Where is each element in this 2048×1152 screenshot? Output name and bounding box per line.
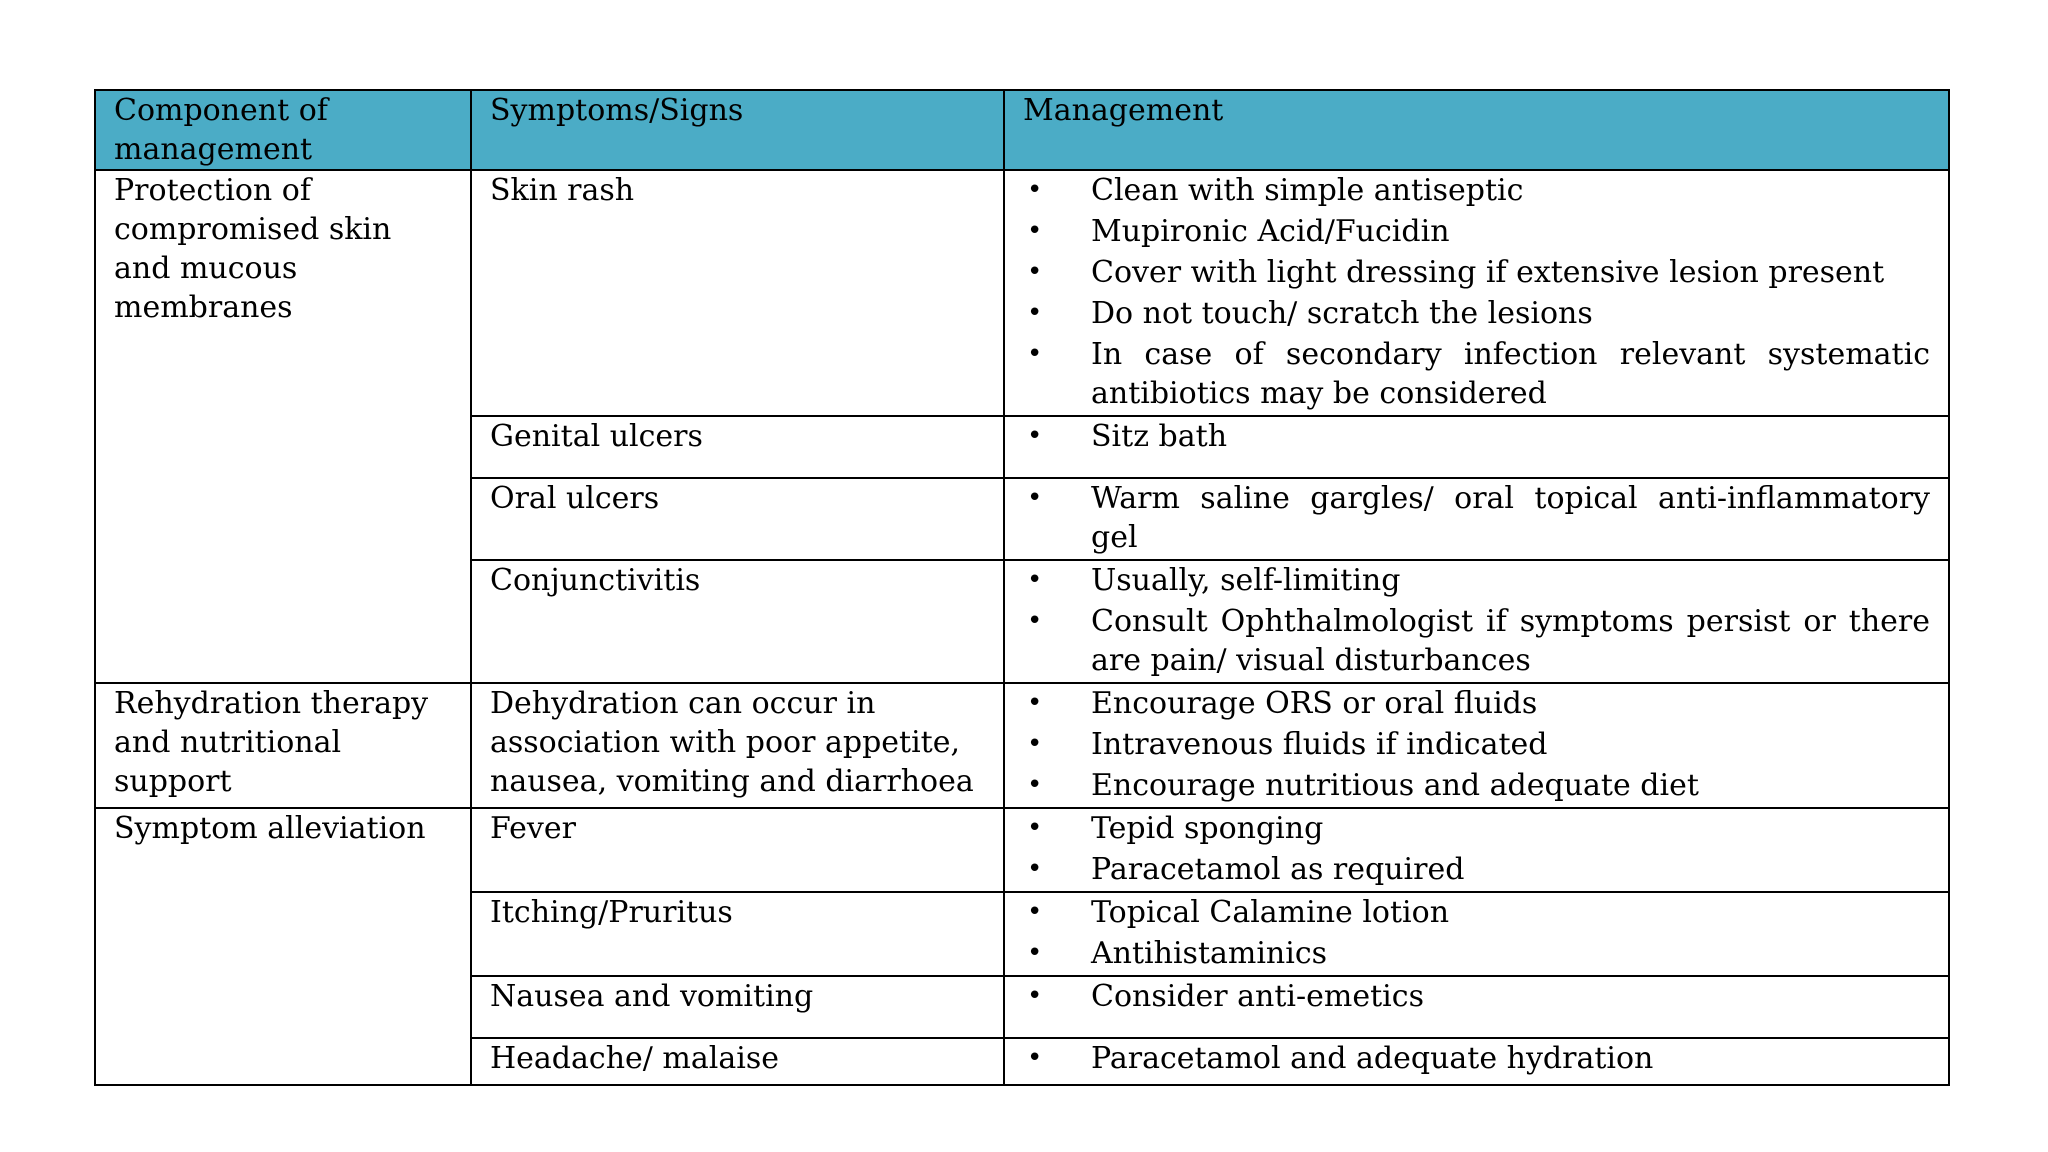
symptom-cell: Headache/ malaise <box>471 1038 1004 1085</box>
management-item: • Do not touch/ scratch the lesions <box>1023 294 1930 333</box>
management-list <box>1023 171 1930 413</box>
header-row <box>95 90 1949 170</box>
symptom-cell: Itching/Pruritus <box>471 892 1004 976</box>
management-list <box>1023 893 1930 973</box>
management-cell <box>1004 1038 1949 1085</box>
management-item: • Cover with light dressing if extensive lesion present <box>1023 253 1930 292</box>
symptom-cell: Dehydration can occur in association with poor appetite, nausea, vomiting and diarrhoea <box>471 683 1004 808</box>
management-item: • Sitz bath <box>1023 417 1930 456</box>
management-cell <box>1004 170 1949 416</box>
management-cell <box>1004 892 1949 976</box>
management-item: • Tepid sponging <box>1023 809 1930 848</box>
management-item: • Consider anti-emetics <box>1023 977 1930 1016</box>
management-item: • Intravenous fluids if indicated <box>1023 725 1930 764</box>
symptom-cell: Nausea and vomiting <box>471 976 1004 1038</box>
management-list <box>1023 417 1930 456</box>
management-cell <box>1004 560 1949 683</box>
management-cell <box>1004 808 1949 892</box>
table-body <box>95 170 1949 1085</box>
management-list <box>1023 1039 1930 1078</box>
management-item: • Paracetamol as required <box>1023 850 1930 889</box>
symptom-cell: Fever <box>471 808 1004 892</box>
management-item: • Clean with simple antiseptic <box>1023 171 1930 210</box>
management-list <box>1023 561 1930 680</box>
management-item: • Antihistaminics <box>1023 934 1930 973</box>
management-item: • In case of secondary infection relevant systematic antibiotics may be considered <box>1023 335 1930 413</box>
management-item: • Consult Ophthalmologist if symptoms persist or there are pain/ visual disturbances <box>1023 602 1930 680</box>
symptom-cell: Oral ulcers <box>471 478 1004 560</box>
symptom-cell: Genital ulcers <box>471 416 1004 478</box>
header-symptoms: Symptoms/Signs <box>471 90 1004 170</box>
component-cell: Symptom alleviation <box>95 808 471 1085</box>
header-component: Component of management <box>95 90 471 170</box>
component-cell: Protection of compromised skin and mucous membranes <box>95 170 471 683</box>
management-list <box>1023 977 1930 1016</box>
symptom-cell: Skin rash <box>471 170 1004 416</box>
management-item: • Paracetamol and adequate hydration <box>1023 1039 1930 1078</box>
management-cell <box>1004 976 1949 1038</box>
management-item: • Encourage nutritious and adequate diet <box>1023 766 1930 805</box>
symptom-cell: Conjunctivitis <box>471 560 1004 683</box>
table-header <box>95 90 1949 170</box>
management-item: • Encourage ORS or oral fluids <box>1023 684 1930 723</box>
management-list <box>1023 684 1930 805</box>
management-item: • Mupironic Acid/Fucidin <box>1023 212 1930 251</box>
management-list <box>1023 809 1930 889</box>
component-cell: Rehydration therapy and nutritional support <box>95 683 471 808</box>
management-item: • Usually, self-limiting <box>1023 561 1930 600</box>
table-row <box>95 683 1949 808</box>
management-item: • Warm saline gargles/ oral topical anti-inflammatory gel <box>1023 479 1930 557</box>
table-row <box>95 808 1949 892</box>
management-list <box>1023 479 1930 557</box>
table-row <box>95 170 1949 416</box>
header-management: Management <box>1004 90 1949 170</box>
management-table <box>94 89 1950 1086</box>
management-item: • Topical Calamine lotion <box>1023 893 1930 932</box>
management-cell <box>1004 478 1949 560</box>
management-cell <box>1004 683 1949 808</box>
management-cell <box>1004 416 1949 478</box>
